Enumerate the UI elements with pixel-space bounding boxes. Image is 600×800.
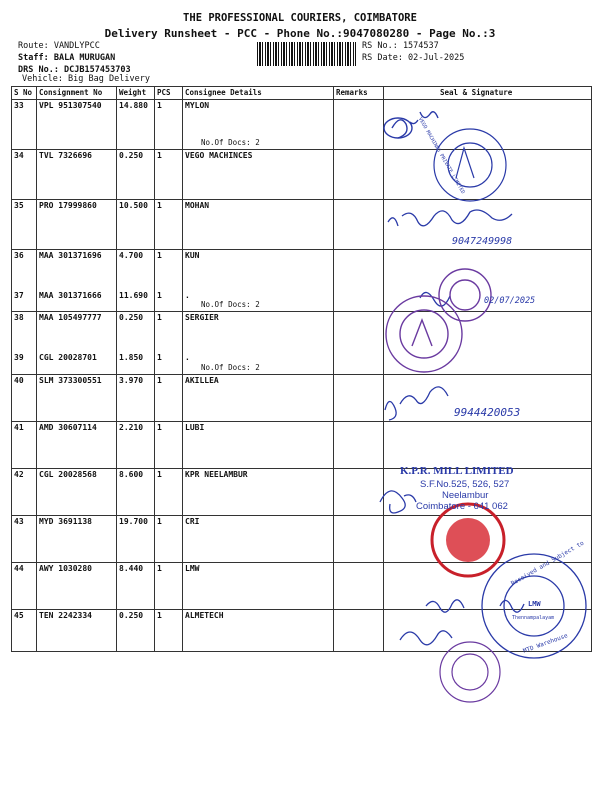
lmw-stamp-bottom: MTD Warehouse — [522, 632, 569, 655]
pcs-value: 1 — [157, 564, 162, 573]
pcs-value: 1 — [157, 151, 162, 160]
kpr-stamp-line1: K.P.R. MILL LIMITED — [400, 465, 514, 477]
lmw-stamp-inner: LMW — [528, 600, 541, 608]
vehicle-label: Vehicle: Big Bag Delivery — [22, 74, 150, 84]
docs-value: 2 — [255, 138, 260, 147]
consignee-value: VEGO MACHINCES — [185, 151, 253, 160]
sno-value: 43 — [14, 517, 24, 526]
consignee-value: MYLON — [185, 101, 210, 110]
kpr-stamp-line4: Coimbatore - 641 062 — [416, 501, 508, 512]
consignee-value: CRI — [185, 517, 200, 526]
pcs-value: 1 — [157, 251, 162, 260]
consignment-value: TEN 2242334 — [39, 611, 92, 620]
pcs-value: 1 — [157, 290, 162, 300]
consignment-value: TVL 7326696 — [39, 151, 92, 160]
consignee-value: SERGIER — [185, 313, 219, 322]
column-header: Seal & Signature — [384, 87, 592, 100]
route-label: Route: VANDLYPCC — [18, 41, 100, 51]
consignee-value: AKILLEA — [185, 376, 219, 385]
rs-date: RS Date: 02-Jul-2025 — [362, 53, 465, 63]
column-header: S No — [12, 87, 37, 100]
rs-number: RS No.: 1574537 — [362, 41, 439, 51]
handwritten-phone-40: 9944420053 — [454, 406, 521, 419]
signature-45-scribble — [400, 631, 452, 645]
consignment-value: AMD 30607114 — [39, 423, 97, 432]
consignee-value: MOHAN — [185, 201, 210, 210]
company-title: THE PROFESSIONAL COURIERS, COIMBATORE — [183, 12, 417, 24]
column-header: Remarks — [334, 87, 384, 100]
column-header: Weight — [117, 87, 155, 100]
lmw-stamp-ring-text: Received and Subject to — [509, 539, 586, 588]
signature-42-scribble — [380, 491, 416, 513]
weight-value: 11.690 — [119, 290, 148, 300]
weight-value: 0.250 — [119, 611, 144, 620]
consignee-value: KUN — [185, 251, 200, 260]
runsheet-subtitle: Delivery Runsheet - PCC - Phone No.:9047080280 - Page No.:3 — [104, 27, 496, 40]
purple-stamp-icon — [386, 269, 491, 372]
weight-value: 0.250 — [119, 313, 144, 322]
consignee-value: LMW — [185, 564, 200, 573]
weight-value: 0.250 — [119, 151, 144, 160]
weight-value: 4.700 — [119, 251, 144, 260]
lmw-stamp-sub: Thennampalayam — [512, 615, 555, 621]
sno-value: 33 — [14, 101, 24, 110]
sno-value: 42 — [14, 470, 24, 479]
signature-35-scribble — [388, 210, 512, 226]
column-header: PCS — [155, 87, 183, 100]
sno-value: 44 — [14, 564, 24, 573]
consignment-value: CGL 20028568 — [39, 470, 97, 479]
consignment-value: SLM 373300551 — [39, 376, 102, 385]
kpr-stamp-line2: S.F.No.525, 526, 527 — [420, 479, 510, 490]
staff-name: BALA MURUGAN — [53, 53, 116, 63]
red-stamp-icon — [432, 504, 504, 576]
consignment-value: MAA 105497777 — [39, 313, 102, 322]
weight-value: 2.210 — [119, 423, 144, 432]
weight-value: 14.880 — [119, 101, 148, 110]
consignment-value: MAA 301371666 — [39, 290, 102, 300]
pcs-value: 1 — [157, 101, 162, 110]
signature-44-scribble — [426, 600, 524, 612]
docs-label: No.Of Docs: — [201, 138, 251, 147]
consignment-value: MAA 301371696 — [39, 251, 102, 260]
consignment-value: PRO 17999860 — [39, 201, 97, 210]
kpr-stamp-line3: Neelambur — [442, 490, 489, 501]
consignment-value: MYD 3691138 — [39, 517, 92, 526]
drs-number: DRS No.: DCJB157453703 — [18, 65, 131, 75]
consignee-value: ALMETECH — [185, 611, 224, 620]
sno-value: 35 — [14, 201, 24, 210]
docs-label: No.Of Docs: — [201, 300, 251, 309]
docs-value: 2 — [255, 300, 260, 309]
column-header: Consignee Details — [183, 87, 334, 100]
handwritten-date-37: 02/07/2025 — [484, 296, 536, 306]
consignee-value: . — [185, 290, 190, 300]
weight-value: 1.850 — [119, 352, 144, 362]
consignment-value: AWY 1030280 — [39, 564, 92, 573]
signature-40-scribble — [385, 387, 448, 420]
weight-value: 8.440 — [119, 564, 144, 573]
sno-value: 40 — [14, 376, 24, 385]
signature-37-scribble — [420, 292, 450, 306]
pcs-value: 1 — [157, 423, 162, 432]
column-header: Consignment No — [37, 87, 117, 100]
weight-value: 8.600 — [119, 470, 144, 479]
pcs-value: 1 — [157, 470, 162, 479]
consignee-value: KPR NEELAMBUR — [185, 470, 248, 479]
docs-value: 2 — [255, 363, 260, 372]
sno-value: 37 — [14, 290, 24, 300]
sno-value: 45 — [14, 611, 24, 620]
sno-value: 34 — [14, 151, 24, 160]
consignment-value: VPL 951307540 — [39, 101, 102, 110]
pcs-value: 1 — [157, 352, 162, 362]
vego-stamp-text: VEGO MACHINES PRIVATE LIMITED — [416, 116, 466, 196]
weight-value: 10.500 — [119, 201, 148, 210]
consignment-value: CGL 20028701 — [39, 352, 97, 362]
pcs-value: 1 — [157, 201, 162, 210]
staff-label: Staff: — [18, 53, 49, 63]
weight-value: 3.970 — [119, 376, 144, 385]
weight-value: 19.700 — [119, 517, 148, 526]
pcs-value: 1 — [157, 611, 162, 620]
sno-value: 36 — [14, 251, 24, 260]
docs-label: No.Of Docs: — [201, 363, 251, 372]
pcs-value: 1 — [157, 313, 162, 322]
pcs-value: 1 — [157, 376, 162, 385]
consignee-value: . — [185, 352, 190, 362]
pcs-value: 1 — [157, 517, 162, 526]
sno-value: 41 — [14, 423, 24, 432]
sno-value: 38 — [14, 313, 24, 322]
alm-stamp-icon — [440, 642, 500, 702]
consignee-value: LUBI — [185, 423, 205, 432]
handwritten-phone-35: 9047249998 — [452, 236, 513, 247]
sno-value: 39 — [14, 352, 24, 362]
